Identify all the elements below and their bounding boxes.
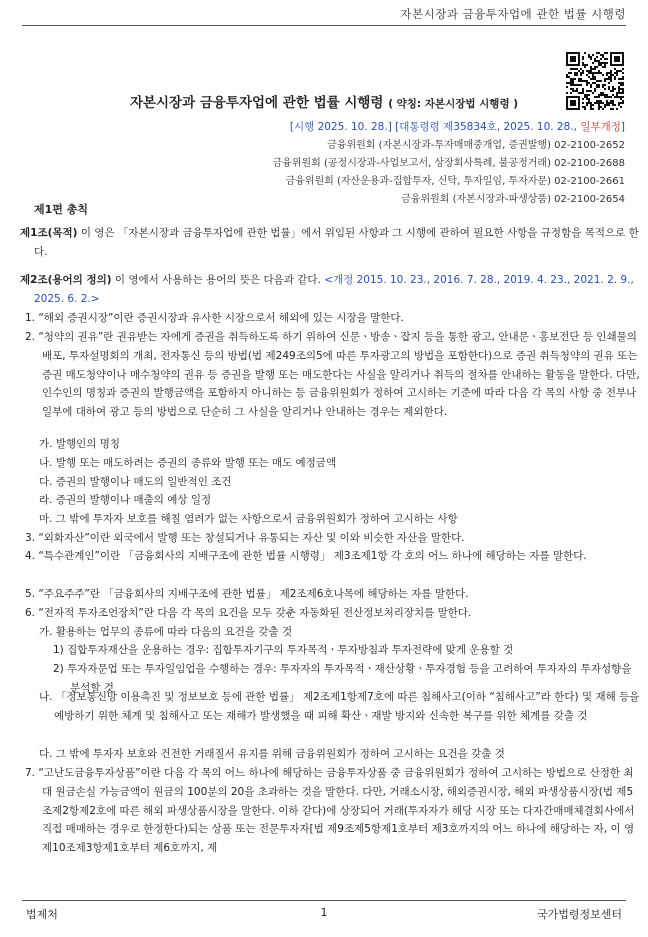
contact-line: 금융위원회 (자본시장과-투자매매중개업, 증권발행) 02-2100-2652 <box>327 140 625 151</box>
running-header: 자본시장과 금융투자업에 관한 법률 시행령 <box>400 7 626 21</box>
article-1-text: 이 영은 「자본시장과 금융투자업에 관한 법률」에서 위임된 사항과 그 시행에 관하여 필요한 사항을 규정함을 목적으로 한다. <box>34 227 639 258</box>
enforcement-info <box>290 119 625 134</box>
article-2-label: 제2조(용어의 정의) <box>20 274 112 286</box>
enforcement-prefix: [시행 2025. 10. 28.] [대통령령 제35834호, 2025. 10. 28., <box>289 121 581 133</box>
amendment-history: <개정 2015. 10. 23., 2016. 7. 28., 2019. 4. 23., 2021. 2. 9., 2025. 6. 2.> <box>34 274 634 305</box>
header-rule <box>22 25 626 26</box>
footer-rule <box>22 900 626 901</box>
list-item: 4. “특수관계인”이란 「금융회사의 지배구조에 관한 법률 시행령」 제3조제1항 각 호의 어느 하나에 해당하는 자를 말한다. <box>25 550 587 562</box>
list-item: 5. “주요주주”란 「금융회사의 지배구조에 관한 법률」 제2조제6호나목에 해당하는 자를 말한다. <box>25 588 469 600</box>
footer-source: 법제처 <box>26 908 58 921</box>
page-number: 1 <box>320 906 328 919</box>
sub-item: 다. 증권의 발행이나 매도의 일반적인 조건 <box>39 476 232 488</box>
list-item: 1. “해외 증권시장”이란 증권시장과 유사한 시장으로서 해외에 있는 시장을 말한다. <box>25 312 404 324</box>
article-1 <box>20 224 640 262</box>
sub-item: 가. 발행인의 명칭 <box>39 438 121 450</box>
sub-item: 다. 그 밖에 투자자 보호와 건전한 거래질서 유지를 위해 금융위원회가 정하여 고시하는 요건을 갖출 것 <box>39 748 505 760</box>
footer-publisher: 국가법령정보센터 <box>536 908 622 921</box>
article-2 <box>20 271 640 309</box>
sub-item: 가. 활용하는 업무의 종류에 따라 다음의 요건을 갖출 것 <box>39 626 293 638</box>
sub-item: 라. 증권의 발행이나 매출의 예상 일정 <box>39 494 212 506</box>
article-1-label: 제1조(목적) <box>20 227 78 239</box>
document-title <box>0 91 648 111</box>
amendment-type: 일부개정 <box>580 121 621 133</box>
enforcement-suffix: ] <box>620 121 625 133</box>
article-2-text: 이 영에서 사용하는 용어의 뜻은 다음과 같다. <box>111 274 325 286</box>
contact-line: 금융위원회 (자산운용과-집합투자, 신탁, 투자일임, 투자자문) 02-2100-2661 <box>285 176 625 187</box>
part-heading: 제1편 총칙 <box>34 203 88 216</box>
sub-item: 나. 발행 또는 매도하려는 증권의 종류와 발행 또는 매도 예정금액 <box>39 457 337 469</box>
sub-item: 마. 그 밖에 투자자 보호를 해칠 염려가 없는 사항으로서 금융위원회가 정하여 고시하는 사항 <box>39 513 458 525</box>
list-item: 2. “청약의 권유”란 권유받는 자에게 증권을 취득하도록 하기 위하여 신문ㆍ방송ㆍ잡지 등을 통한 광고, 안내문ㆍ홍보전단 등 인쇄물의 배포, 투자설명회의 개최, 전자통신 등의 방법(법 제249조의5에 따른 투자광고의 방법을 포함한다)으로 증권 취득청약의 권유 또는 증권 매도청약이나 매수청약의 권유 등 증권을 발행 또는 매도한다는 사실을 알리거나 취득의 절차를 안내하는 활동을 말한다. 다만, 인수인의 명칭과 증권의 발행금액을 포함하지 아니하는 등 금융위원회가 정하여 고시하는 기준에 따라 다음 각 목의 사항 중 전부나 일부에 대하여 광고 등의 방법으로 단순히 그 사실을 알리거나 안내하는 경우는 제외한다. <box>25 331 640 419</box>
title-short-name: ( 약칭: 자본시장법 시행령 ) <box>388 98 519 110</box>
list-item: 3. “외화자산”이란 외국에서 발행 또는 창설되거나 유통되는 자산 및 이와 비슷한 자산을 말한다. <box>25 532 465 544</box>
title-text: 자본시장과 금융투자업에 관한 법률 시행령 <box>129 95 384 111</box>
sub-sub-item: 1) 집합투자재산을 운용하는 경우: 집합투자기구의 투자목적ㆍ투자방침과 투자전략에 맞게 운용할 것 <box>53 644 514 656</box>
sub-item: 나. 「정보통신망 이용촉진 및 정보보호 등에 관한 법률」 제2조제1항제7호에 따른 침해사고(이하 “침해사고”라 한다) 및 재해 등을 예방하기 위한 체계 및 침해사고 또는 재해가 발생했을 때 피해 확산ㆍ재발 방지와 신속한 복구를 위한 체계를 갖출 것 <box>39 691 640 722</box>
contact-line: 금융위원회 (자본시장과-파생상품) 02-2100-2654 <box>401 194 625 205</box>
list-item: 7. “고난도금융투자상품”이란 다음 각 목의 어느 하나에 해당하는 금융투자상품 중 금융위원회가 정하여 고시하는 방법으로 산정한 최대 원금손실 가능금액이 원금의 100분의 20을 초과하는 것을 말한다. 다만, 거래소시장, 해외증권시장, 해외 파생상품시장(법 제5조제2항제2호에 따른 해외 파생상품시장을 말한다. 이하 같다)에 상장되어 거래(투자자가 해당 시장 또는 다자간매매체결회사에서 직접 매매하는 경우로 한정한다)되는 상품 또는 전문투자자[법 제9조제5항제1호부터 제3호까지의 어느 하나에 해당하는 자, 이 영 제10조제3항제1호부터 제6호까지, 제 <box>25 767 635 855</box>
list-item: 6. “전자적 투자조언장치”란 다음 각 목의 요건을 모두 갖춘 자동화된 전산정보처리장치를 말한다. <box>25 607 472 619</box>
sub-sub-item: 2) 투자자문업 또는 투자일임업을 수행하는 경우: 투자자의 투자목적ㆍ재산상황ㆍ투자경험 등을 고려하여 투자자의 투자성향을 분석할 것 <box>53 663 632 694</box>
contact-line: 금융위원회 (공정시장과-사업보고서, 상장회사특례, 불공정거래) 02-2100-2688 <box>272 158 625 169</box>
